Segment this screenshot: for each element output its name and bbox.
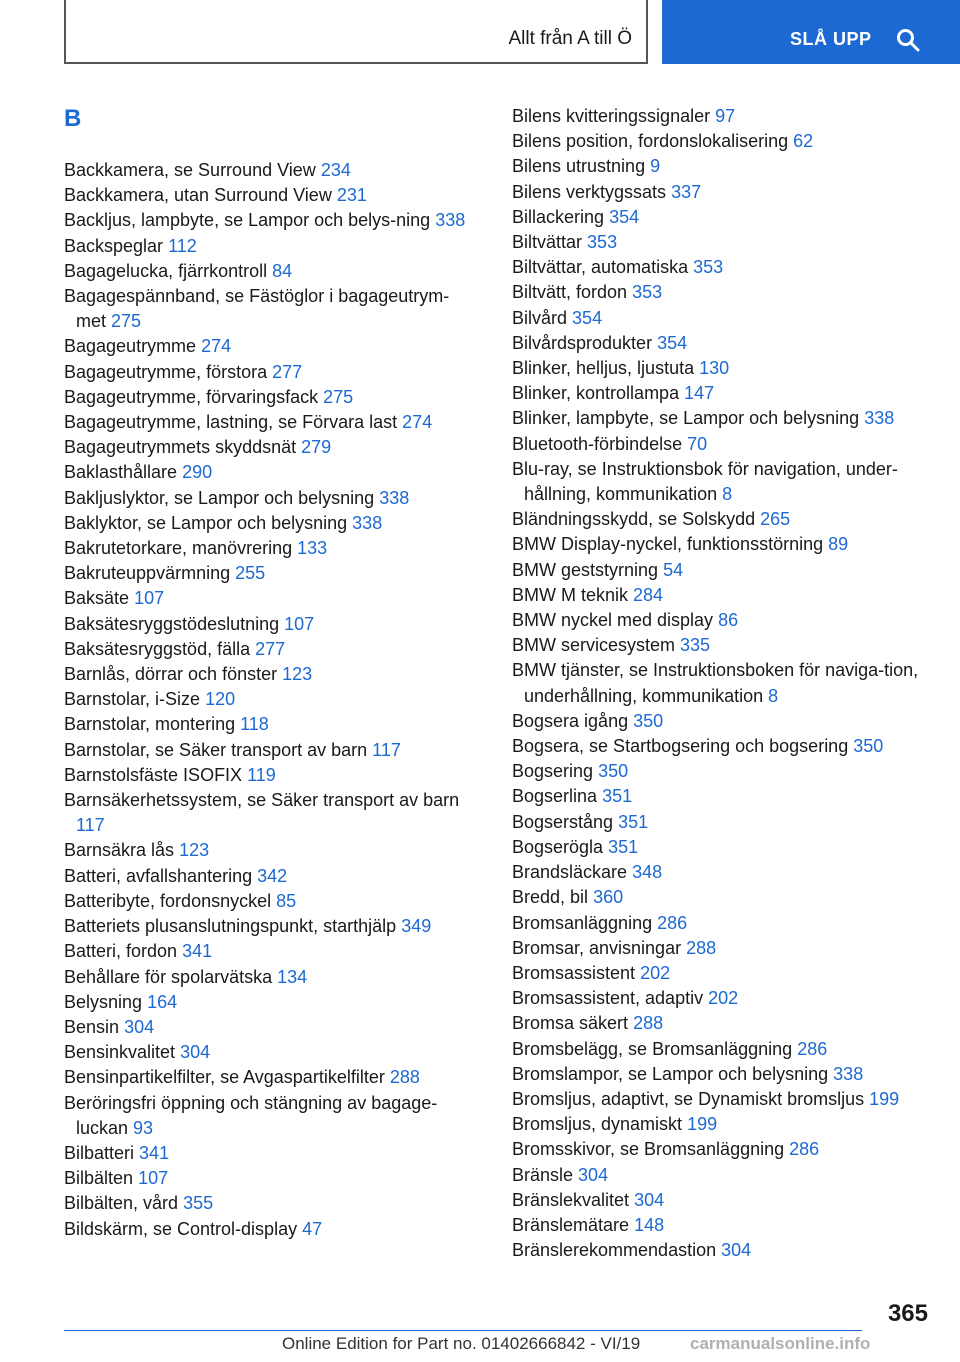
index-page-link[interactable]: 199 xyxy=(687,1114,718,1135)
index-entry xyxy=(64,838,474,863)
index-entry xyxy=(512,507,932,532)
index-page-link[interactable]: 93 xyxy=(133,1117,154,1138)
index-entry-text: Bogsera, se Startbogsering och bogsering xyxy=(512,736,849,757)
index-page-link[interactable]: 199 xyxy=(869,1088,900,1109)
index-entry-text: Bagageutrymme, förvaringsfack xyxy=(64,386,319,407)
index-page-link[interactable]: 70 xyxy=(687,433,708,454)
index-entry xyxy=(512,608,932,633)
index-entry xyxy=(64,965,474,990)
index-entry-text: Bakrutetorkare, manövrering xyxy=(64,538,293,559)
index-entry-text: BMW servicesystem xyxy=(512,635,676,656)
index-entry xyxy=(64,511,474,536)
index-entry xyxy=(64,1217,474,1242)
index-entry xyxy=(512,230,932,255)
index-page-link[interactable]: 354 xyxy=(572,307,603,328)
index-page-link[interactable]: 133 xyxy=(297,538,328,559)
index-page-link[interactable]: 164 xyxy=(147,991,178,1012)
index-entry-text: Batteri, avfallshantering xyxy=(64,865,253,886)
index-page-link[interactable]: 304 xyxy=(634,1189,665,1210)
index-entry-text: Belysning xyxy=(64,991,143,1012)
index-entry-text: Backljus, lampbyte, se Lampor och belys-ning xyxy=(64,210,431,231)
index-page-link[interactable]: 112 xyxy=(168,235,197,256)
index-entry-text: Bilens position, fordonslokalisering xyxy=(512,131,789,152)
index-page-link[interactable]: 255 xyxy=(235,563,266,584)
index-entry xyxy=(64,586,474,611)
search-button[interactable] xyxy=(662,0,960,64)
index-entry-text: Behållare för spolarvätska xyxy=(64,966,273,987)
index-page-link[interactable]: 351 xyxy=(618,811,649,832)
index-page-link[interactable]: 341 xyxy=(182,941,213,962)
index-entry xyxy=(64,158,474,183)
index-page-link[interactable]: 265 xyxy=(760,509,791,530)
index-entry-text: Bilens verktygssats xyxy=(512,181,667,202)
index-column-right xyxy=(512,104,932,1263)
index-entry xyxy=(512,356,932,381)
index-entry xyxy=(64,889,474,914)
index-entry-text: Bluetooth-förbindelse xyxy=(512,433,683,454)
index-entry-text: Beröringsfri öppning och stängning av bagage-luckan xyxy=(64,1092,438,1138)
index-entry xyxy=(512,583,932,608)
index-entry xyxy=(64,788,474,838)
index-entry-text: Blinker, kontrollampa xyxy=(512,383,680,404)
index-entry xyxy=(64,1191,474,1216)
index-entry-text: BMW Display-nyckel, funktionsstörning xyxy=(512,534,824,555)
index-page-link[interactable]: 353 xyxy=(632,282,663,303)
index-page-link[interactable]: 286 xyxy=(797,1038,828,1059)
index-page-link[interactable]: 117 xyxy=(76,815,105,836)
index-entry xyxy=(512,1213,932,1238)
index-page-link[interactable]: 338 xyxy=(864,408,895,429)
index-page-link[interactable]: 120 xyxy=(205,689,236,710)
index-entry xyxy=(512,104,932,129)
index-entry-text: Bilens utrustning xyxy=(512,156,646,177)
index-page-link[interactable]: 47 xyxy=(302,1218,323,1239)
index-entry-text: Bagageutrymmets skyddsnät xyxy=(64,437,297,458)
index-page-link[interactable]: 274 xyxy=(402,412,433,433)
index-entry xyxy=(512,1087,932,1112)
index-page-link[interactable]: 288 xyxy=(633,1013,664,1034)
index-entry-text: Bagagelucka, fjärrkontroll xyxy=(64,260,268,281)
index-page-link[interactable]: 147 xyxy=(684,383,715,404)
edition-text: Online Edition for Part no. 01402666842 - VI/19 xyxy=(282,1334,641,1353)
index-entry xyxy=(64,561,474,586)
index-entry xyxy=(512,381,932,406)
index-page-link[interactable]: 107 xyxy=(284,613,315,634)
index-entry xyxy=(512,986,932,1011)
index-entry-text: Barnsäkerhetssystem, se Säker transport av barn xyxy=(64,790,460,811)
index-entry xyxy=(64,1141,474,1166)
index-page-link[interactable]: 123 xyxy=(282,664,313,685)
index-page-link[interactable]: 304 xyxy=(721,1240,752,1261)
index-entry xyxy=(512,658,932,708)
index-page-link[interactable]: 89 xyxy=(828,534,849,555)
index-entry xyxy=(512,532,932,557)
index-page-link[interactable]: 134 xyxy=(277,966,308,987)
index-page-link[interactable]: 123 xyxy=(179,840,210,861)
index-entry xyxy=(64,738,474,763)
index-entry xyxy=(64,334,474,359)
index-page-link[interactable]: 118 xyxy=(240,714,269,735)
index-entry-text: Bromsljus, dynamiskt xyxy=(512,1114,683,1135)
index-entry xyxy=(64,460,474,485)
index-entry-text: Baksätesryggstödeslutning xyxy=(64,613,280,634)
index-page-link[interactable]: 341 xyxy=(139,1142,170,1163)
index-entry xyxy=(64,687,474,712)
index-entry-text: Bländningsskydd, se Solskydd xyxy=(512,509,756,530)
index-entry xyxy=(64,914,474,939)
index-entry xyxy=(512,1188,932,1213)
index-page-link[interactable]: 338 xyxy=(833,1063,864,1084)
index-entry-text: Bredd, bil xyxy=(512,887,589,908)
index-entry-text: Blinker, helljus, ljustuta xyxy=(512,358,695,379)
index-entry-text: Bilvård xyxy=(512,307,568,328)
index-page-link[interactable]: 275 xyxy=(111,311,142,332)
index-page-link[interactable]: 148 xyxy=(634,1214,665,1235)
index-page-link[interactable]: 130 xyxy=(699,358,730,379)
index-entry-text: Bagagespännband, se Fästöglor i bagageutrym-met xyxy=(64,286,450,332)
index-page-link[interactable]: 351 xyxy=(608,836,639,857)
index-entry xyxy=(512,432,932,457)
index-entry xyxy=(64,1166,474,1191)
index-page-link[interactable]: 8 xyxy=(768,685,779,706)
index-entry-text: Bogserlina xyxy=(512,786,598,807)
index-entry-text: Bensinpartikelfilter, se Avgaspartikelfilter xyxy=(64,1067,385,1088)
index-page-link[interactable]: 353 xyxy=(587,232,618,253)
index-entry-text: Bromsanläggning xyxy=(512,912,653,933)
index-entry-text: Bogsera igång xyxy=(512,710,629,731)
index-entry xyxy=(512,406,932,431)
index-page-link[interactable]: 351 xyxy=(602,786,633,807)
index-page-link[interactable]: 231 xyxy=(336,185,367,206)
index-entry-text: Biltvättar xyxy=(512,232,583,253)
index-entry xyxy=(64,712,474,737)
index-page-link[interactable]: 119 xyxy=(247,764,276,785)
index-entry xyxy=(512,810,932,835)
index-page-link[interactable]: 288 xyxy=(686,937,717,958)
index-entry xyxy=(64,360,474,385)
index-entry xyxy=(512,180,932,205)
index-page-link[interactable]: 342 xyxy=(257,865,288,886)
index-entry xyxy=(64,864,474,889)
index-entry-text: Baklyktor, se Lampor och belysning xyxy=(64,512,348,533)
index-entry-text: Bilbatteri xyxy=(64,1142,135,1163)
index-entry-text: Bogserögla xyxy=(512,836,604,857)
index-entry-text: Bildskärm, se Control-display xyxy=(64,1218,298,1239)
index-entry xyxy=(512,129,932,154)
index-page-link[interactable]: 8 xyxy=(722,484,733,505)
index-entry xyxy=(512,1137,932,1162)
index-entry-text: Blinker, lampbyte, se Lampor och belysning xyxy=(512,408,860,429)
index-entry-text: Bränslemätare xyxy=(512,1214,630,1235)
index-page-link[interactable]: 338 xyxy=(435,210,466,231)
index-entry-text: BMW geststyrning xyxy=(512,559,659,580)
index-entry xyxy=(64,637,474,662)
index-entry-text: BMW M teknik xyxy=(512,584,629,605)
index-page-link[interactable]: 275 xyxy=(323,386,354,407)
index-entry-text: Brandsläckare xyxy=(512,862,628,883)
index-page-link[interactable]: 97 xyxy=(715,106,736,126)
index-entry xyxy=(512,784,932,809)
index-entry-text: Billackering xyxy=(512,206,605,227)
index-entry xyxy=(64,1040,474,1065)
index-entry-text: Bromsskivor, se Bromsanläggning xyxy=(512,1139,785,1160)
index-page-link[interactable]: 290 xyxy=(182,462,213,483)
index-page-link[interactable]: 350 xyxy=(598,761,629,782)
index-entry xyxy=(64,662,474,687)
index-entry xyxy=(64,1015,474,1040)
index-entry-text: Barnstolsfäste ISOFIX xyxy=(64,764,243,785)
index-entry xyxy=(64,208,474,233)
index-entry-text: Bilbälten, vård xyxy=(64,1193,179,1214)
index-page-link[interactable]: 84 xyxy=(272,260,293,281)
index-entry-text: Bränslekvalitet xyxy=(512,1189,630,1210)
index-entry xyxy=(512,709,932,734)
index-entry xyxy=(512,860,932,885)
index-entry-text: BMW tjänster, se Instruktionsboken för naviga-tion, underhållning, kommunikation xyxy=(512,660,919,706)
index-page-link[interactable]: 353 xyxy=(693,257,724,278)
index-entry-text: Bromsa säkert xyxy=(512,1013,629,1034)
index-entry-text: Bromsbelägg, se Bromsanläggning xyxy=(512,1038,793,1059)
page-number: 365 xyxy=(887,1300,928,1327)
index-entry xyxy=(512,558,932,583)
index-entry xyxy=(512,1163,932,1188)
index-entry-text: Bilbälten xyxy=(64,1168,134,1189)
index-page-link[interactable]: 117 xyxy=(372,739,401,760)
index-page-link[interactable]: 349 xyxy=(401,916,432,937)
index-entry-text: Batteri, fordon xyxy=(64,941,178,962)
index-entry xyxy=(512,759,932,784)
index-entry xyxy=(512,331,932,356)
index-page-link[interactable]: 337 xyxy=(671,181,702,202)
index-entry xyxy=(512,255,932,280)
index-entry xyxy=(512,885,932,910)
index-entry xyxy=(512,306,932,331)
index-page-link[interactable]: 284 xyxy=(633,584,664,605)
index-entry-text: Bensin xyxy=(64,1016,120,1037)
index-page-link[interactable]: 360 xyxy=(593,887,624,908)
index-entry-text: Blu-ray, se Instruktionsbok för navigation, under-hållning, kommunikation xyxy=(512,458,898,505)
index-entry-text: Bilens kvitteringssignaler xyxy=(512,106,711,126)
index-entry xyxy=(512,835,932,860)
index-entry xyxy=(64,284,474,334)
index-page-link[interactable]: 354 xyxy=(657,332,688,353)
index-entry xyxy=(64,1065,474,1090)
index-entry xyxy=(64,435,474,460)
index-entry xyxy=(64,990,474,1015)
index-entry-text: Baksätesryggstöd, fälla xyxy=(64,638,251,659)
index-page-link[interactable]: 355 xyxy=(183,1193,214,1214)
index-entry-text: Bogsering xyxy=(512,761,594,782)
index-page-link[interactable]: 277 xyxy=(255,638,286,659)
search-icon xyxy=(896,28,920,52)
index-entry-text: Barnstolar, se Säker transport av barn xyxy=(64,739,368,760)
index-entry xyxy=(512,911,932,936)
index-entry xyxy=(512,280,932,305)
index-entry-text: Batteriets plusanslutningspunkt, starthjälp xyxy=(64,916,397,937)
index-entry xyxy=(64,763,474,788)
index-entry-text: Batteribyte, fordonsnyckel xyxy=(64,890,272,911)
footer-divider xyxy=(64,1330,862,1331)
index-page-link[interactable]: 86 xyxy=(718,610,739,631)
index-page-link[interactable]: 335 xyxy=(680,635,711,656)
index-entry-text: Bromsassistent, adaptiv xyxy=(512,988,704,1009)
index-page-link[interactable]: 85 xyxy=(276,890,297,911)
index-entry xyxy=(512,961,932,986)
index-entry xyxy=(512,633,932,658)
index-page-link[interactable]: 338 xyxy=(379,487,410,508)
index-entry-text: Backspeglar xyxy=(64,235,164,256)
index-entry-text: Barnsäkra lås xyxy=(64,840,175,861)
index-entry xyxy=(512,457,932,507)
index-page-link[interactable]: 354 xyxy=(609,206,640,227)
index-page-link[interactable]: 304 xyxy=(124,1016,155,1037)
index-entry xyxy=(64,410,474,435)
index-entry xyxy=(64,486,474,511)
index-page-link[interactable]: 304 xyxy=(578,1164,609,1185)
index-entry-text: Baksäte xyxy=(64,588,130,609)
index-page-link[interactable]: 304 xyxy=(180,1042,211,1063)
index-entry xyxy=(512,205,932,230)
index-entry-text: Bromslampor, se Lampor och belysning xyxy=(512,1063,829,1084)
index-page-link[interactable]: 350 xyxy=(633,710,664,731)
index-page-link[interactable]: 286 xyxy=(657,912,688,933)
index-entry-text: Bensinkvalitet xyxy=(64,1042,176,1063)
index-entry-text: Baklasthållare xyxy=(64,462,178,483)
index-entry-text: Bromsljus, adaptivt, se Dynamiskt bromsljus xyxy=(512,1088,865,1109)
index-entry-text: Bogserstång xyxy=(512,811,614,832)
index-entry xyxy=(512,1238,932,1263)
index-entry-text: Biltvättar, automatiska xyxy=(512,257,689,278)
index-entry-text: BMW nyckel med display xyxy=(512,610,714,631)
index-page-link[interactable]: 202 xyxy=(640,962,671,983)
index-page-link[interactable]: 9 xyxy=(650,156,661,177)
section-tab-label: Allt från A till Ö xyxy=(508,28,632,49)
index-entry-text: Barnstolar, montering xyxy=(64,714,236,735)
index-entry-text: Bagageutrymme xyxy=(64,336,197,357)
index-page-link[interactable]: 234 xyxy=(320,160,351,180)
index-page-link[interactable]: 279 xyxy=(301,437,332,458)
index-entry xyxy=(512,1011,932,1036)
index-entry xyxy=(512,1037,932,1062)
index-page-link[interactable]: 54 xyxy=(663,559,684,580)
index-column-left xyxy=(64,100,474,1242)
index-entry-text: Bakruteuppvärmning xyxy=(64,563,231,584)
index-entry-text: Bromsassistent xyxy=(512,962,636,983)
index-page-link[interactable]: 277 xyxy=(272,361,303,382)
index-entry-text: Backkamera, utan Surround View xyxy=(64,185,332,206)
index-entry-text: Bränsle xyxy=(512,1164,574,1185)
index-entry xyxy=(64,183,474,208)
index-entry-text: Barnstolar, i-Size xyxy=(64,689,201,710)
search-button-label: SLÅ UPP xyxy=(790,29,872,49)
index-entry xyxy=(64,536,474,561)
index-entry xyxy=(512,1112,932,1137)
index-page-link[interactable]: 286 xyxy=(789,1139,820,1160)
index-entry-text: Barnlås, dörrar och fönster xyxy=(64,664,278,685)
index-page-link[interactable]: 348 xyxy=(632,862,663,883)
index-page-link[interactable]: 288 xyxy=(389,1067,420,1088)
section-tab[interactable] xyxy=(64,0,648,64)
index-entry xyxy=(64,612,474,637)
index-entry-text: Bilvårdsprodukter xyxy=(512,332,653,353)
index-page-link[interactable]: 274 xyxy=(201,336,232,357)
index-entry xyxy=(64,1091,474,1141)
index-entry xyxy=(512,1062,932,1087)
index-entry-text: Bakljuslyktor, se Lampor och belysning xyxy=(64,487,375,508)
index-list-left xyxy=(64,158,474,1242)
index-entry xyxy=(64,385,474,410)
index-page-link[interactable]: 338 xyxy=(352,512,383,533)
index-entry-text: Bagageutrymme, lastning, se Förvara last xyxy=(64,412,398,433)
index-entry-text: Biltvätt, fordon xyxy=(512,282,628,303)
index-page-link[interactable]: 107 xyxy=(134,588,165,609)
index-page-link[interactable]: 350 xyxy=(853,736,884,757)
index-page-link[interactable]: 107 xyxy=(138,1168,169,1189)
index-entry-text: Bromsar, anvisningar xyxy=(512,937,682,958)
index-page-link[interactable]: 202 xyxy=(708,988,739,1009)
index-letter-heading: B xyxy=(64,105,82,132)
index-entry xyxy=(64,939,474,964)
index-entry-text: Bränslerekommendastion xyxy=(512,1240,717,1261)
index-entry xyxy=(64,234,474,259)
watermark: carmanualsonline.info xyxy=(690,1334,871,1353)
index-entry xyxy=(64,259,474,284)
index-entry-text: Bagageutrymme, förstora xyxy=(64,361,268,382)
index-list-right xyxy=(512,104,932,1263)
index-entry-text: Backkamera, se Surround View xyxy=(64,160,316,180)
index-entry xyxy=(512,936,932,961)
index-entry xyxy=(512,734,932,759)
index-entry xyxy=(512,154,932,179)
index-page-link[interactable]: 62 xyxy=(793,131,814,152)
